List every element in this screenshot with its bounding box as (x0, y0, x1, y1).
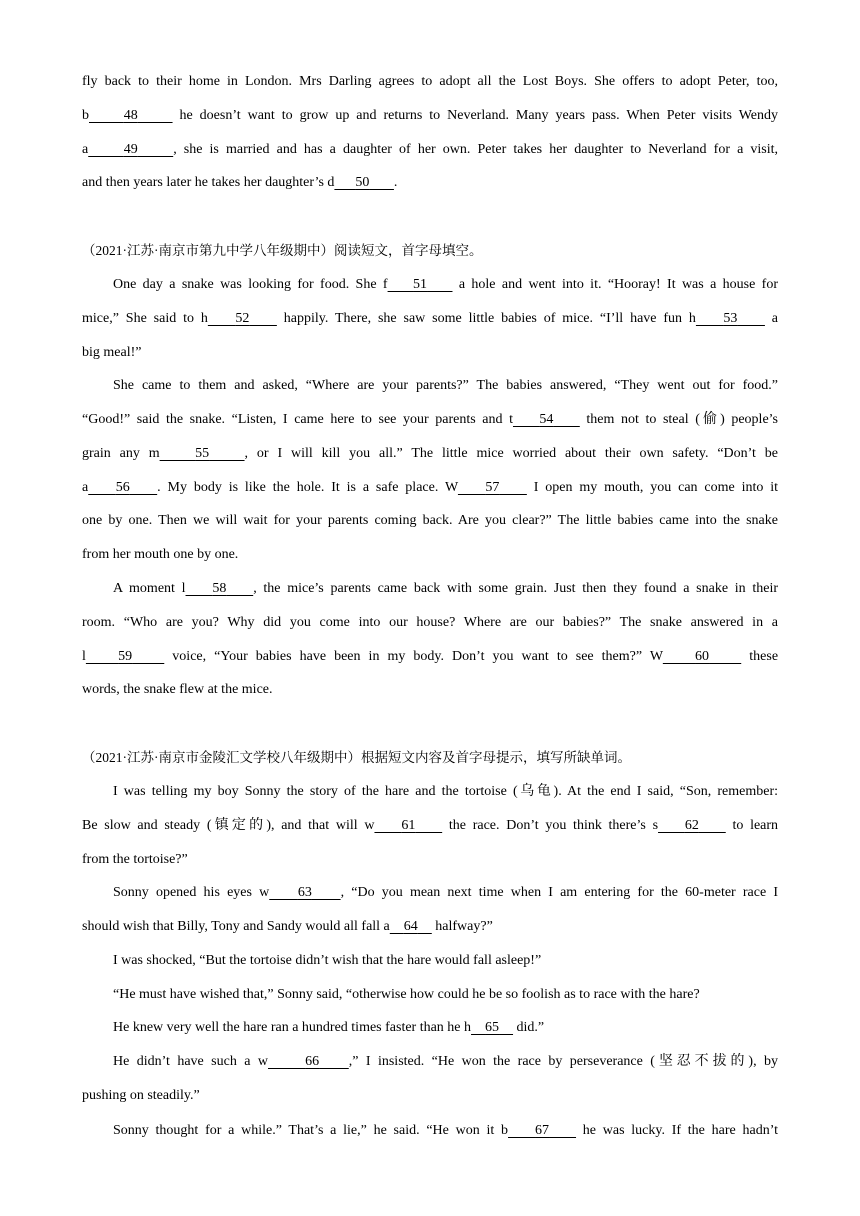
text-line: and then years later he takes her daughter’s d 50 . (82, 175, 398, 190)
text-line: should wish that Billy, Tony and Sandy would all fall a 64 halfway?” (82, 919, 493, 934)
answer-blank-60[interactable]: 60 (695, 649, 710, 664)
text-line: grain any m 55 , or I will kill you all.” The little mice worried about their own safety. “Don’t be (82, 446, 779, 461)
text-line: Sonny opened his eyes w 63 , “Do you mean next time when I am entering for the 60-meter race I (113, 885, 779, 900)
text-line: l 59 voice, “Your babies have been in my body. Don’t you want to see them?” W 60 these (82, 649, 779, 664)
text-line: I was shocked, “But the tortoise didn’t wish that the hare would fall asleep!” (113, 953, 542, 968)
answer-blank-50[interactable]: 50 (355, 175, 370, 190)
text-line: “He must have wished that,” Sonny said, “otherwise how could he be so foolish as to race with the hare? (113, 987, 700, 1002)
answer-blank-55[interactable]: 55 (195, 446, 210, 461)
text-line: One day a snake was looking for food. She f 51 a hole and went into it. “Hooray! It was a house for (113, 277, 779, 292)
answer-blank-49[interactable]: 49 (123, 142, 138, 157)
answer-blank-65[interactable]: 65 (485, 1020, 500, 1035)
text-line: from her mouth one by one. (82, 547, 239, 562)
text-line: one by one. Then we will wait for your parents coming back. Are you clear?” The little babies came into the snake (82, 513, 778, 528)
text-line: He knew very well the hare ran a hundred times faster than he h 65 did.” (113, 1020, 545, 1035)
text-line: Sonny thought for a while.” That’s a lie,” he said. “He won it b 67 he was lucky. If the hare hadn’t (113, 1123, 778, 1138)
text-line: words, the snake flew at the mice. (82, 682, 273, 697)
text-line: A moment l 58 , the mice’s parents came back with some grain. Just then they found a snake in their (113, 581, 778, 596)
answer-blank-62[interactable]: 62 (684, 818, 699, 833)
answer-blank-63[interactable]: 63 (297, 885, 312, 900)
text-line: I was telling my boy Sonny the story of the hare and the tortoise (乌龟). At the end I said, “Son, remember: (113, 784, 778, 799)
text-line: big meal!” (82, 345, 142, 360)
answer-blank-67[interactable]: 67 (535, 1123, 550, 1138)
answer-blank-54[interactable]: 54 (539, 412, 554, 427)
answer-blank-52[interactable]: 52 (235, 311, 250, 326)
text-line: He didn’t have such a w 66 ,” I insisted. “He won the race by perseverance (坚忍不拔的), by (113, 1054, 779, 1069)
answer-blank-57[interactable]: 57 (485, 480, 500, 495)
section-source-heading: （2021·江苏·南京市金陵汇文学校八年级期中）根据短文内容及首字母提示，填写所缺单词。 (82, 750, 631, 765)
section-source-heading: （2021·江苏·南京市第九中学八年级期中）阅读短文，首字母填空。 (82, 243, 483, 258)
text-line: pushing on steadily.” (82, 1088, 200, 1103)
answer-blank-56[interactable]: 56 (115, 480, 130, 495)
text-line: fly back to their home in London. Mrs Darling agrees to adopt all the Lost Boys. She offers to adopt Peter, too, (82, 74, 778, 89)
answer-blank-66[interactable]: 66 (305, 1054, 320, 1069)
answer-blank-64[interactable]: 64 (403, 919, 418, 934)
answer-blank-59[interactable]: 59 (118, 649, 133, 664)
answer-blank-53[interactable]: 53 (723, 311, 738, 326)
text-line: room. “Who are you? Why did you come into our house? Where are our babies?” The snake answered in a (82, 615, 778, 630)
text-line: a 49 , she is married and has a daughter of her own. Peter takes her daughter to Neverland for a visit, (82, 142, 779, 157)
text-line: from the tortoise?” (82, 852, 188, 867)
answer-blank-48[interactable]: 48 (123, 108, 138, 123)
answer-blank-51[interactable]: 51 (413, 277, 428, 292)
text-line: mice,” She said to h 52 happily. There, she saw some little babies of mice. “I’ll have fun h 53 a (82, 311, 779, 326)
text-line: She came to them and asked, “Where are your parents?” The babies answered, “They went out for food.” (113, 378, 778, 393)
text-line: a 56 . My body is like the hole. It is a safe place. W 57 I open my mouth, you can come into it (82, 480, 779, 495)
text-line: b 48 he doesn’t want to grow up and returns to Neverland. Many years pass. When Peter visits Wendy (82, 108, 778, 123)
answer-blank-58[interactable]: 58 (212, 581, 227, 596)
text-line: “Good!” said the snake. “Listen, I came here to see your parents and t 54 them not to steal (偷) people’s (82, 412, 779, 427)
text-line: Be slow and steady (镇定的), and that will w 61 the race. Don’t you think there’s s 62 to learn (82, 818, 779, 833)
answer-blank-61[interactable]: 61 (401, 818, 416, 833)
